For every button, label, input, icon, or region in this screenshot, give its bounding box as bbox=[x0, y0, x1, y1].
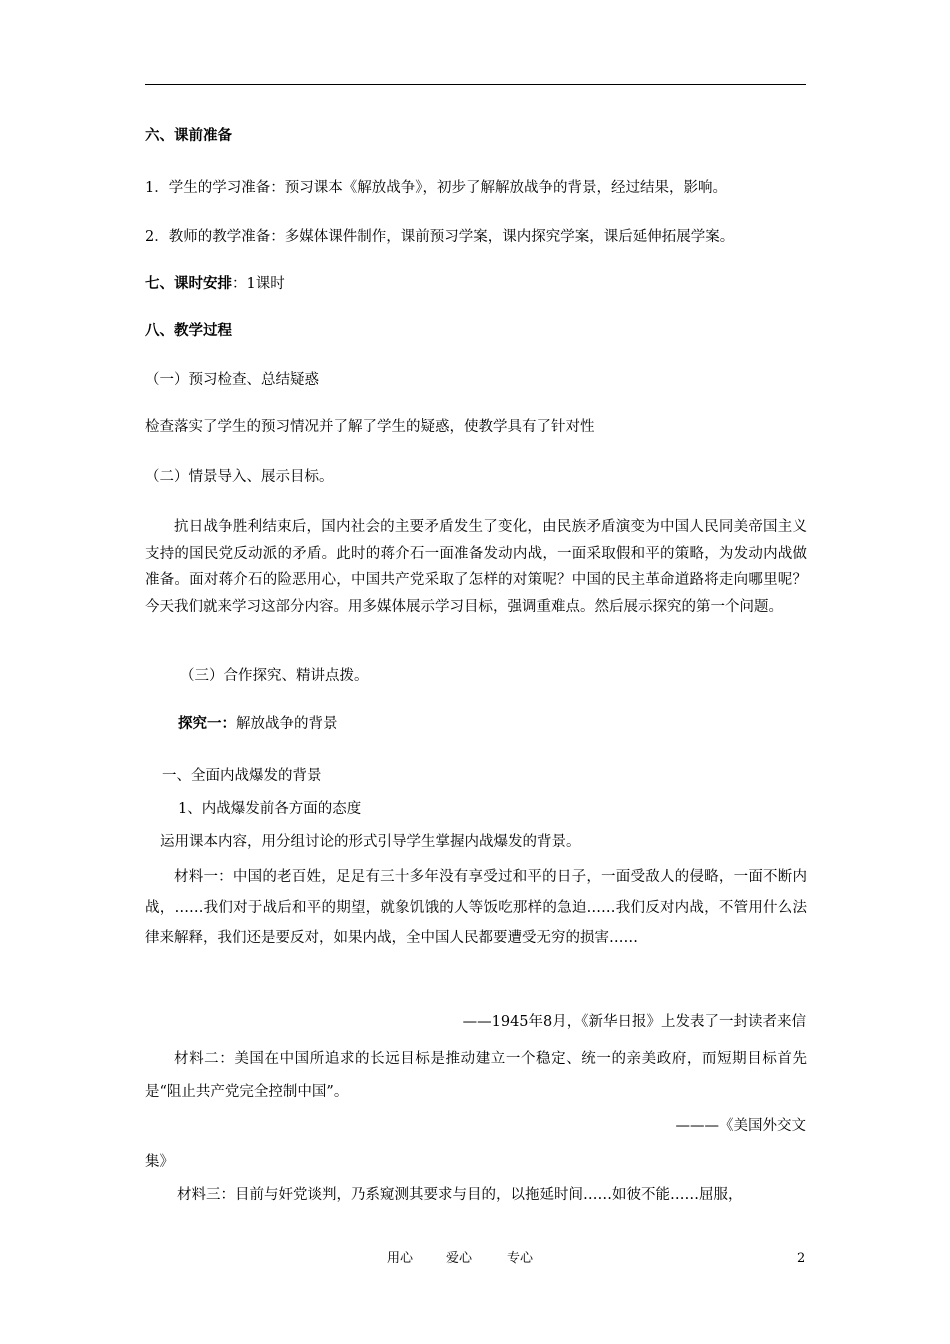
explore-1 bbox=[178, 714, 338, 734]
section-7 bbox=[145, 274, 285, 294]
subsection-1: 一、全面内战爆发的背景 bbox=[162, 768, 322, 784]
step-1-text: 检查落实了学生的预习情况并了解了学生的疑惑，使教学具有了针对性 bbox=[145, 419, 595, 435]
material-2-source: ———《美国外交文 bbox=[675, 1118, 806, 1134]
explore-1-label: 探究一： bbox=[178, 715, 236, 732]
guide-text: 运用课本内容，用分组讨论的形式引导学生掌握内战爆发的背景。 bbox=[160, 834, 581, 850]
step-1-title: （一）预习检查、总结疑惑 bbox=[145, 372, 319, 388]
section-7-value: ：1课时 bbox=[232, 276, 285, 292]
subsection-1-1: 1、内战爆发前各方面的态度 bbox=[178, 801, 362, 817]
section-6-title: 六、课前准备 bbox=[145, 127, 232, 144]
material-2: 材料二：美国在中国所追求的长远目标是推动建立一个稳定、统一的亲美政府，而短期目标首先是“阻止共产党完全控制中国”。 bbox=[145, 1051, 807, 1100]
material-1-source: ——1945年8月，《新华日报》上发表了一封读者来信 bbox=[462, 1014, 806, 1030]
material-2-source-end: 集》 bbox=[145, 1154, 174, 1170]
footer-motto-2: 爱心 bbox=[446, 1251, 473, 1266]
step-3-title: （三）合作探究、精讲点拨。 bbox=[180, 668, 369, 684]
step-2-title: （二）情景导入、展示目标。 bbox=[145, 469, 334, 485]
page-number: 2 bbox=[797, 1251, 806, 1266]
explore-1-text: 解放战争的背景 bbox=[236, 716, 338, 732]
section-6-item-2: 2．教师的教学准备：多媒体课件制作，课前预习学案，课内探究学案，课后延伸拓展学案。 bbox=[145, 229, 735, 245]
section-6-item-1: 1．学生的学习准备：预习课本《解放战争》，初步了解解放战争的背景，经过结果，影响。 bbox=[145, 180, 727, 196]
section-8-title: 八、教学过程 bbox=[145, 322, 232, 339]
footer-motto-1: 用心 bbox=[387, 1251, 414, 1266]
section-7-label: 七、课时安排 bbox=[145, 275, 232, 292]
material-3: 材料三：目前与奸党谈判，乃系窥测其要求与目的，以拖延时间……如彼不能……屈服， bbox=[177, 1187, 743, 1203]
step-2-paragraph: 抗日战争胜利结束后，国内社会的主要矛盾发生了变化，由民族矛盾演变为中国人民同美帝国主义支持的国民党反动派的矛盾。此时的蒋介石一面准备发动内战，一面采取假和平的策略，为发动内战做准备。面对蒋介石的险恶用心，中国共产党采取了怎样的对策呢？中国的民主革命道路将走向哪里呢？今天我们就来学习这部分内容。用多媒体展示学习目标，强调重难点。然后展示探究的第一个问题。 bbox=[145, 519, 807, 615]
footer-motto-3: 专心 bbox=[507, 1251, 534, 1266]
header-rule bbox=[145, 84, 806, 85]
material-1: 材料一：中国的老百姓，足足有三十多年没有享受过和平的日子，一面受敌人的侵略，一面不断内战，……我们对于战后和平的期望，就象饥饿的人等饭吃那样的急迫……我们反对内战，不管用什么法律来解释，我们还是要反对，如果内战，全中国人民都要遭受无穷的损害…… bbox=[145, 869, 807, 946]
